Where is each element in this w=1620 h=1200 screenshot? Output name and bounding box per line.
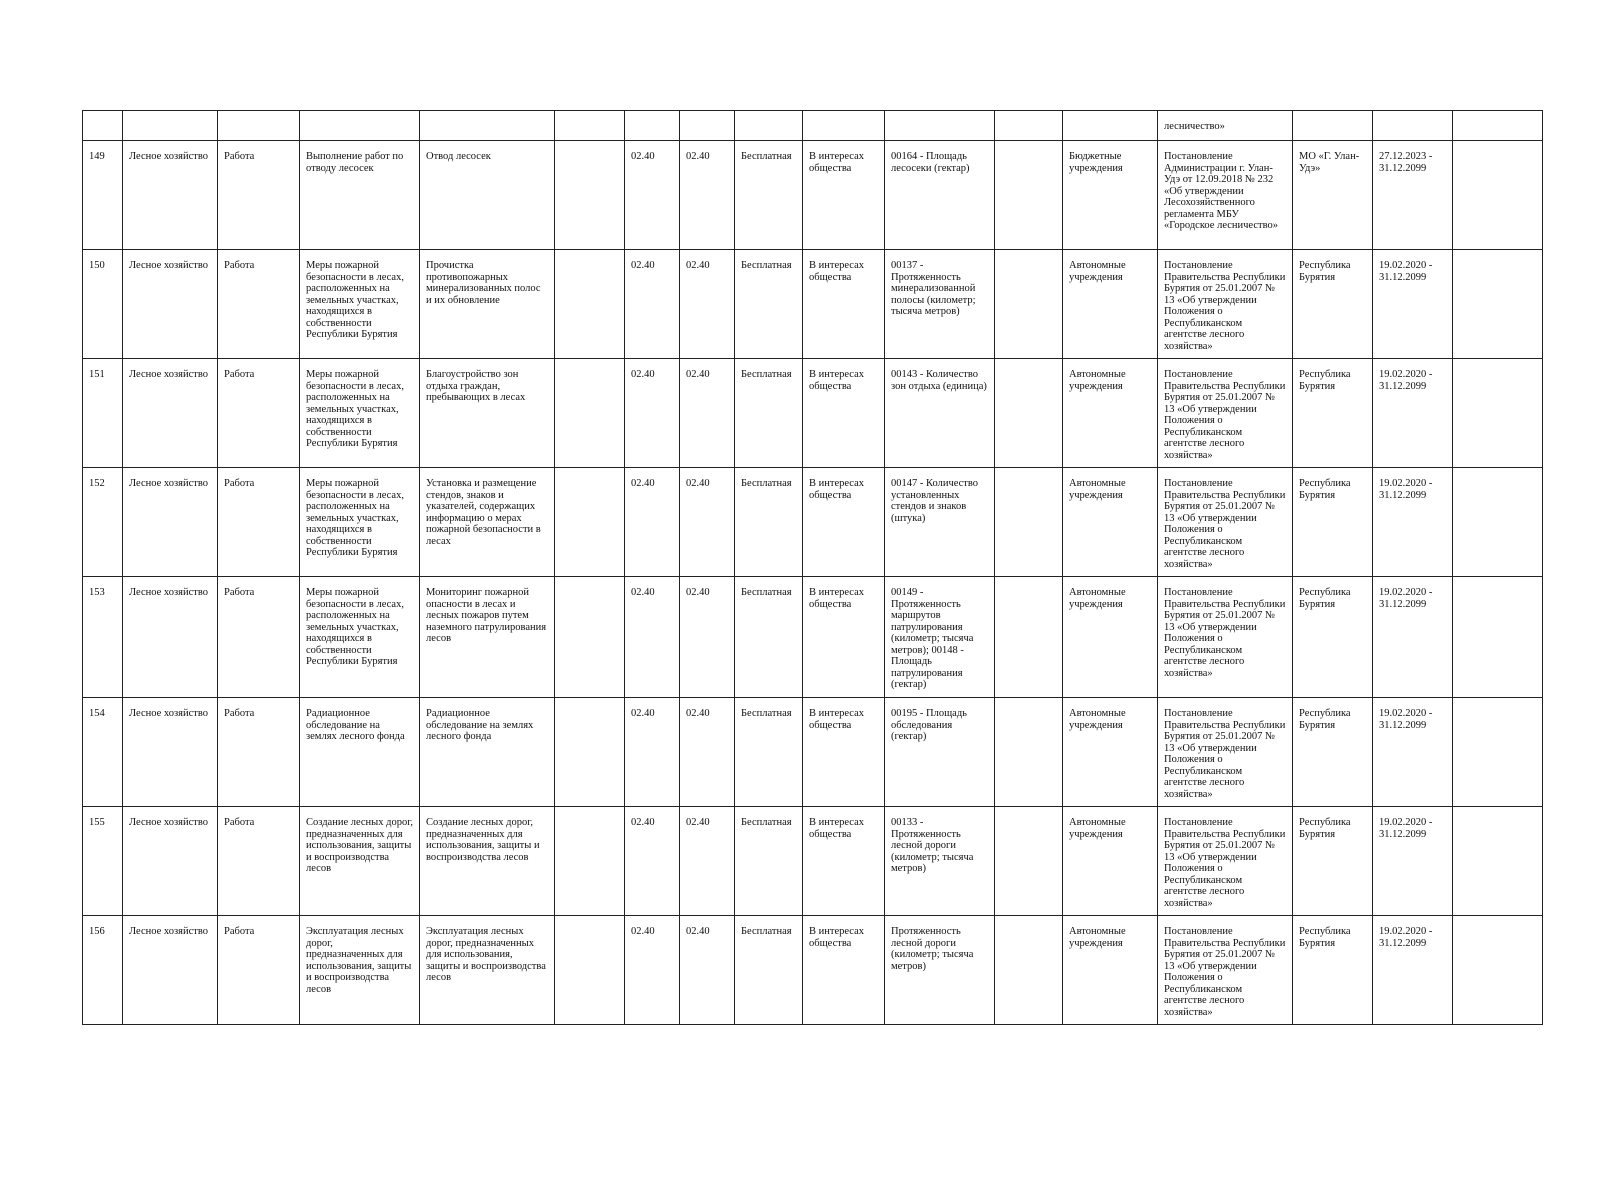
cell-name: Меры пожарной безопасности в лесах, расположенных на земельных участках, находящихся в собственности Республики Бурятия bbox=[300, 468, 420, 577]
cell-legal-basis: Постановление Правительства Республики Бурятия от 25.01.2007 № 13 «Об утверждении Положения о Республиканском агентстве лесного хозяйства» bbox=[1158, 807, 1293, 916]
cell-extra3 bbox=[1453, 250, 1543, 359]
cell-num: 152 bbox=[83, 468, 123, 577]
cell-paid: Бесплатная bbox=[735, 807, 803, 916]
cell-interest: В интересах общества bbox=[803, 698, 885, 807]
cell-kind: Работа bbox=[218, 916, 300, 1025]
cell-authority: Республика Бурятия bbox=[1293, 250, 1373, 359]
cell-kind: Работа bbox=[218, 141, 300, 250]
cell-period: 19.02.2020 - 31.12.2099 bbox=[1373, 577, 1453, 698]
cell-legal-basis: лесничество» bbox=[1158, 111, 1293, 141]
cell-interest: В интересах общества bbox=[803, 577, 885, 698]
cell-code1: 02.40 bbox=[625, 250, 680, 359]
cell-sphere: Лесное хозяйство bbox=[123, 468, 218, 577]
cell-extra2 bbox=[995, 916, 1063, 1025]
cell-kind bbox=[218, 111, 300, 141]
cell-extra2 bbox=[995, 141, 1063, 250]
cell-content: Эксплуатация лесных дорог, предназначенных для использования, защиты и воспроизводства лесов bbox=[420, 916, 555, 1025]
cell-interest: В интересах общества bbox=[803, 359, 885, 468]
cell-sphere: Лесное хозяйство bbox=[123, 916, 218, 1025]
cell-authority: Республика Бурятия bbox=[1293, 807, 1373, 916]
cell-period: 19.02.2020 - 31.12.2099 bbox=[1373, 698, 1453, 807]
cell-authority: Республика Бурятия bbox=[1293, 577, 1373, 698]
cell-authority: Республика Бурятия bbox=[1293, 916, 1373, 1025]
cell-extra1 bbox=[555, 359, 625, 468]
cell-num: 149 bbox=[83, 141, 123, 250]
cell-sphere: Лесное хозяйство bbox=[123, 141, 218, 250]
cell-period: 19.02.2020 - 31.12.2099 bbox=[1373, 807, 1453, 916]
cell-paid: Бесплатная bbox=[735, 141, 803, 250]
cell-indicator: 00137 - Протяженность минерализованной полосы (километр; тысяча метров) bbox=[885, 250, 995, 359]
cell-indicator: 00164 - Площадь лесосеки (гектар) bbox=[885, 141, 995, 250]
table-row bbox=[83, 250, 1543, 359]
cell-sphere: Лесное хозяйство bbox=[123, 698, 218, 807]
cell-legal-basis: Постановление Правительства Республики Бурятия от 25.01.2007 № 13 «Об утверждении Положения о Республиканском агентстве лесного хозяйства» bbox=[1158, 916, 1293, 1025]
cell-content: Радиационное обследование на землях лесного фонда bbox=[420, 698, 555, 807]
cell-extra1 bbox=[555, 807, 625, 916]
cell-institutions: Автономные учреждения bbox=[1063, 916, 1158, 1025]
cell-kind: Работа bbox=[218, 807, 300, 916]
cell-extra2 bbox=[995, 577, 1063, 698]
cell-extra2 bbox=[995, 807, 1063, 916]
cell-period: 19.02.2020 - 31.12.2099 bbox=[1373, 916, 1453, 1025]
cell-authority: МО «Г. Улан-Удэ» bbox=[1293, 141, 1373, 250]
cell-num: 150 bbox=[83, 250, 123, 359]
cell-institutions: Автономные учреждения bbox=[1063, 468, 1158, 577]
cell-code2: 02.40 bbox=[680, 359, 735, 468]
cell-legal-basis: Постановление Правительства Республики Бурятия от 25.01.2007 № 13 «Об утверждении Положения о Республиканском агентстве лесного хозяйства» bbox=[1158, 250, 1293, 359]
cell-indicator: 00149 - Протяженность маршрутов патрулирования (километр; тысяча метров); 00148 - Площадь патрулирования (гектар) bbox=[885, 577, 995, 698]
cell-code2: 02.40 bbox=[680, 916, 735, 1025]
cell-extra1 bbox=[555, 577, 625, 698]
cell-name bbox=[300, 111, 420, 141]
registry-table bbox=[82, 110, 1543, 1025]
table-row bbox=[83, 359, 1543, 468]
cell-name: Создание лесных дорог, предназначенных для использования, защиты и воспроизводства лесов bbox=[300, 807, 420, 916]
cell-extra3 bbox=[1453, 807, 1543, 916]
cell-authority: Республика Бурятия bbox=[1293, 468, 1373, 577]
cell-content: Создание лесных дорог, предназначенных для использования, защиты и воспроизводства лесов bbox=[420, 807, 555, 916]
cell-code2: 02.40 bbox=[680, 141, 735, 250]
cell-period: 27.12.2023 - 31.12.2099 bbox=[1373, 141, 1453, 250]
cell-sphere bbox=[123, 111, 218, 141]
cell-paid: Бесплатная bbox=[735, 577, 803, 698]
cell-indicator bbox=[885, 111, 995, 141]
cell-indicator: 00143 - Количество зон отдыха (единица) bbox=[885, 359, 995, 468]
cell-code1: 02.40 bbox=[625, 577, 680, 698]
cell-num: 156 bbox=[83, 916, 123, 1025]
cell-legal-basis: Постановление Правительства Республики Бурятия от 25.01.2007 № 13 «Об утверждении Положения о Республиканском агентстве лесного хозяйства» bbox=[1158, 359, 1293, 468]
cell-paid: Бесплатная bbox=[735, 468, 803, 577]
cell-indicator: Протяженность лесной дороги (километр; тысяча метров) bbox=[885, 916, 995, 1025]
cell-content: Установка и размещение стендов, знаков и указателей, содержащих информацию о мерах пожарной безопасности в лесах bbox=[420, 468, 555, 577]
cell-code2: 02.40 bbox=[680, 250, 735, 359]
table-row bbox=[83, 577, 1543, 698]
cell-code1: 02.40 bbox=[625, 916, 680, 1025]
cell-code2: 02.40 bbox=[680, 577, 735, 698]
cell-interest bbox=[803, 111, 885, 141]
table-row bbox=[83, 916, 1543, 1025]
cell-institutions: Автономные учреждения bbox=[1063, 698, 1158, 807]
cell-num: 155 bbox=[83, 807, 123, 916]
cell-num: 154 bbox=[83, 698, 123, 807]
cell-name: Радиационное обследование на землях лесного фонда bbox=[300, 698, 420, 807]
cell-extra1 bbox=[555, 111, 625, 141]
cell-paid: Бесплатная bbox=[735, 250, 803, 359]
cell-authority bbox=[1293, 111, 1373, 141]
cell-extra3 bbox=[1453, 916, 1543, 1025]
cell-legal-basis: Постановление Правительства Республики Бурятия от 25.01.2007 № 13 «Об утверждении Положения о Республиканском агентстве лесного хозяйства» bbox=[1158, 698, 1293, 807]
cell-kind: Работа bbox=[218, 359, 300, 468]
cell-period: 19.02.2020 - 31.12.2099 bbox=[1373, 250, 1453, 359]
cell-authority: Республика Бурятия bbox=[1293, 359, 1373, 468]
cell-num: 153 bbox=[83, 577, 123, 698]
cell-content bbox=[420, 111, 555, 141]
cell-content: Отвод лесосек bbox=[420, 141, 555, 250]
cell-extra1 bbox=[555, 698, 625, 807]
cell-legal-basis: Постановление Администрации г. Улан-Удэ от 12.09.2018 № 232 «Об утверждении Лесохозяйственного регламента МБУ «Городское лесничество» bbox=[1158, 141, 1293, 250]
cell-sphere: Лесное хозяйство bbox=[123, 359, 218, 468]
cell-legal-basis: Постановление Правительства Республики Бурятия от 25.01.2007 № 13 «Об утверждении Положения о Республиканском агентстве лесного хозяйства» bbox=[1158, 577, 1293, 698]
cell-code1: 02.40 bbox=[625, 141, 680, 250]
cell-period: 19.02.2020 - 31.12.2099 bbox=[1373, 468, 1453, 577]
cell-extra3 bbox=[1453, 359, 1543, 468]
cell-interest: В интересах общества bbox=[803, 916, 885, 1025]
cell-num bbox=[83, 111, 123, 141]
cell-code2: 02.40 bbox=[680, 807, 735, 916]
cell-code2: 02.40 bbox=[680, 698, 735, 807]
cell-code2 bbox=[680, 111, 735, 141]
cell-extra3 bbox=[1453, 141, 1543, 250]
cell-interest: В интересах общества bbox=[803, 250, 885, 359]
cell-interest: В интересах общества bbox=[803, 141, 885, 250]
continuation-row bbox=[83, 111, 1543, 141]
cell-extra2 bbox=[995, 111, 1063, 141]
cell-institutions bbox=[1063, 111, 1158, 141]
cell-content: Благоустройство зон отдыха граждан, пребывающих в лесах bbox=[420, 359, 555, 468]
table-row bbox=[83, 698, 1543, 807]
cell-institutions: Автономные учреждения bbox=[1063, 250, 1158, 359]
cell-extra2 bbox=[995, 359, 1063, 468]
cell-institutions: Бюджетные учреждения bbox=[1063, 141, 1158, 250]
cell-extra3 bbox=[1453, 577, 1543, 698]
cell-institutions: Автономные учреждения bbox=[1063, 577, 1158, 698]
cell-interest: В интересах общества bbox=[803, 807, 885, 916]
cell-authority: Республика Бурятия bbox=[1293, 698, 1373, 807]
cell-code1: 02.40 bbox=[625, 698, 680, 807]
cell-name: Эксплуатация лесных дорог, предназначенных для использования, защиты и воспроизводства лесов bbox=[300, 916, 420, 1025]
cell-paid bbox=[735, 111, 803, 141]
cell-institutions: Автономные учреждения bbox=[1063, 807, 1158, 916]
cell-name: Выполнение работ по отводу лесосек bbox=[300, 141, 420, 250]
cell-extra2 bbox=[995, 698, 1063, 807]
cell-code1: 02.40 bbox=[625, 359, 680, 468]
cell-name: Меры пожарной безопасности в лесах, расположенных на земельных участках, находящихся в собственности Республики Бурятия bbox=[300, 577, 420, 698]
cell-period: 19.02.2020 - 31.12.2099 bbox=[1373, 359, 1453, 468]
cell-content: Мониторинг пожарной опасности в лесах и лесных пожаров путем наземного патрулирования лесов bbox=[420, 577, 555, 698]
cell-extra1 bbox=[555, 250, 625, 359]
cell-code1: 02.40 bbox=[625, 807, 680, 916]
cell-extra3 bbox=[1453, 111, 1543, 141]
cell-extra1 bbox=[555, 141, 625, 250]
cell-paid: Бесплатная bbox=[735, 916, 803, 1025]
cell-paid: Бесплатная bbox=[735, 698, 803, 807]
cell-extra2 bbox=[995, 250, 1063, 359]
cell-num: 151 bbox=[83, 359, 123, 468]
cell-kind: Работа bbox=[218, 698, 300, 807]
cell-extra3 bbox=[1453, 698, 1543, 807]
cell-sphere: Лесное хозяйство bbox=[123, 807, 218, 916]
cell-extra1 bbox=[555, 916, 625, 1025]
cell-kind: Работа bbox=[218, 577, 300, 698]
table-row bbox=[83, 141, 1543, 250]
cell-kind: Работа bbox=[218, 468, 300, 577]
cell-code1: 02.40 bbox=[625, 468, 680, 577]
table-row bbox=[83, 807, 1543, 916]
cell-sphere: Лесное хозяйство bbox=[123, 577, 218, 698]
cell-indicator: 00133 - Протяженность лесной дороги (километр; тысяча метров) bbox=[885, 807, 995, 916]
cell-name: Меры пожарной безопасности в лесах, расположенных на земельных участках, находящихся в собственности Республики Бурятия bbox=[300, 250, 420, 359]
cell-code1 bbox=[625, 111, 680, 141]
cell-paid: Бесплатная bbox=[735, 359, 803, 468]
cell-interest: В интересах общества bbox=[803, 468, 885, 577]
cell-content: Прочистка противопожарных минерализованных полос и их обновление bbox=[420, 250, 555, 359]
cell-indicator: 00147 - Количество установленных стендов и знаков (штука) bbox=[885, 468, 995, 577]
cell-name: Меры пожарной безопасности в лесах, расположенных на земельных участках, находящихся в собственности Республики Бурятия bbox=[300, 359, 420, 468]
cell-extra2 bbox=[995, 468, 1063, 577]
cell-legal-basis: Постановление Правительства Республики Бурятия от 25.01.2007 № 13 «Об утверждении Положения о Республиканском агентстве лесного хозяйства» bbox=[1158, 468, 1293, 577]
cell-indicator: 00195 - Площадь обследования (гектар) bbox=[885, 698, 995, 807]
cell-extra1 bbox=[555, 468, 625, 577]
cell-sphere: Лесное хозяйство bbox=[123, 250, 218, 359]
cell-institutions: Автономные учреждения bbox=[1063, 359, 1158, 468]
cell-period bbox=[1373, 111, 1453, 141]
cell-code2: 02.40 bbox=[680, 468, 735, 577]
cell-extra3 bbox=[1453, 468, 1543, 577]
table-row bbox=[83, 468, 1543, 577]
cell-kind: Работа bbox=[218, 250, 300, 359]
